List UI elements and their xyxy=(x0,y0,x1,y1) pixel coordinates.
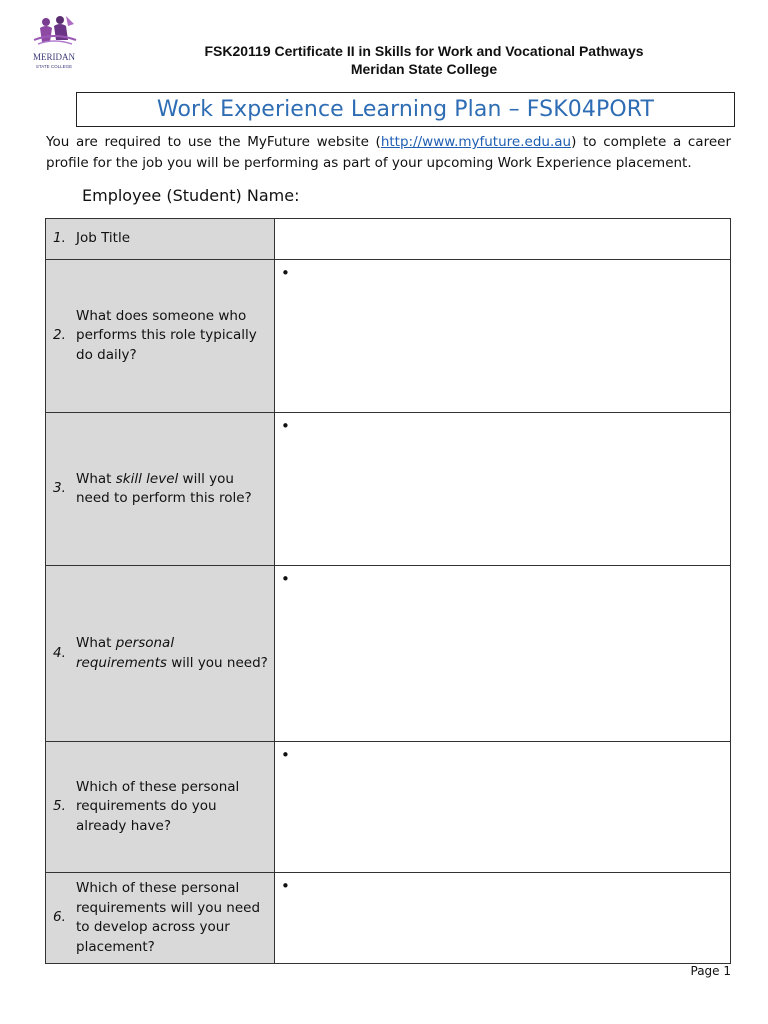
answer-field-job-title[interactable] xyxy=(275,219,731,260)
answer-field-personal-requirements[interactable] xyxy=(275,566,731,742)
question-cell: 1. Job Title xyxy=(46,219,275,260)
question-cell: 5. Which of these personal requirements do you already have? xyxy=(46,742,275,873)
employee-name-label: Employee (Student) Name: xyxy=(82,186,300,205)
svg-text:STATE COLLEGE: STATE COLLEGE xyxy=(35,64,73,69)
answer-field-existing-requirements[interactable] xyxy=(275,742,731,873)
question-cell: 4. What personal requirements will you need? xyxy=(46,566,275,742)
bullet: • xyxy=(281,746,290,764)
answer-field-develop-requirements[interactable] xyxy=(275,873,731,964)
course-title: FSK20119 Certificate II in Skills for Work and Vocational Pathways xyxy=(204,43,644,59)
table-row xyxy=(46,873,731,964)
answer-field-skill-level[interactable] xyxy=(275,413,731,566)
answer-field-daily-tasks[interactable] xyxy=(275,260,731,413)
page-title: Work Experience Learning Plan – FSK04PORT xyxy=(76,92,735,127)
school-logo xyxy=(22,10,86,76)
table-row xyxy=(46,566,731,742)
bullet: • xyxy=(281,570,290,588)
table-row xyxy=(46,413,731,566)
school-name: Meridan State College xyxy=(350,61,498,77)
bullet: • xyxy=(281,264,290,282)
table-row xyxy=(46,742,731,873)
bullet: • xyxy=(281,417,290,435)
question-cell: 3. What skill level will you need to perform this role? xyxy=(46,413,275,566)
svg-text:MERIDAN: MERIDAN xyxy=(33,52,75,62)
table-row xyxy=(46,219,731,260)
table-row xyxy=(46,260,731,413)
intro-paragraph: You are required to use the MyFuture website (http://www.myfuture.edu.au) to complete a career profile for the job you will be performing as part of your upcoming Work Experience placement. xyxy=(46,134,731,171)
learning-plan-table xyxy=(45,218,731,964)
document-header xyxy=(90,42,758,78)
myfuture-link[interactable]: http://www.myfuture.edu.au xyxy=(380,134,572,150)
bullet: • xyxy=(281,877,290,895)
page-number: Page 1 xyxy=(690,964,731,978)
question-cell: 2. What does someone who performs this role typically do daily? xyxy=(46,260,275,413)
question-cell: 6. Which of these personal requirements will you need to develop across your placement? xyxy=(46,873,275,964)
